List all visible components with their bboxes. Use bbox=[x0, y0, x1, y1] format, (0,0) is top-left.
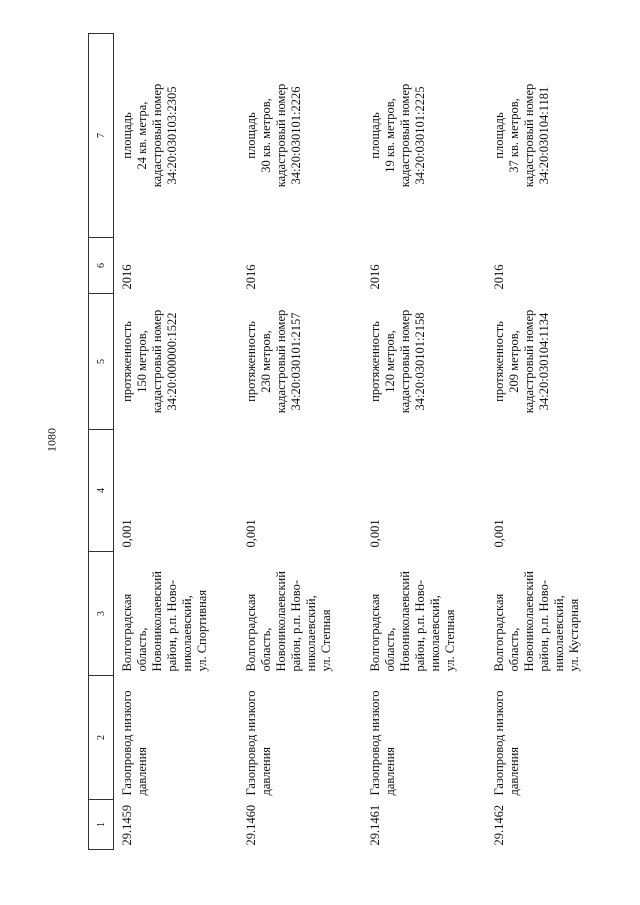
object-address: Волгоградская область, Новониколаевский район, р.п. Ново- николаевский, ул. Степная bbox=[368, 571, 457, 672]
row-id: 29.1459 bbox=[120, 804, 134, 846]
object-year: 2016 bbox=[244, 264, 258, 290]
object-name: Газопровод низкого давления bbox=[244, 690, 273, 796]
registry-table bbox=[88, 33, 610, 850]
table-row bbox=[362, 34, 486, 850]
land-area: площадь 24 кв. метра, кадастровый номер 34:20:030103:2305 bbox=[120, 83, 179, 188]
object-address: Волгоградская область, Новониколаевский район, р.п. Ново- николаевский, ул. Степная bbox=[244, 571, 333, 672]
table-row bbox=[238, 34, 362, 850]
object-length: протяженность 150 метров, кадастровый номер 34:20:000000:1522 bbox=[120, 309, 179, 414]
column-header-2: 2 bbox=[89, 676, 114, 800]
table-header-row bbox=[89, 34, 114, 850]
object-year: 2016 bbox=[492, 264, 506, 290]
object-year: 2016 bbox=[120, 264, 134, 290]
object-length: протяженность 230 метров, кадастровый номер 34:20:030101:2157 bbox=[244, 309, 303, 414]
object-year: 2016 bbox=[368, 264, 382, 290]
object-value: 0,001 bbox=[368, 519, 382, 548]
object-length: протяженность 120 метров, кадастровый номер 34:20:030101:2158 bbox=[368, 309, 427, 414]
row-id: 29.1460 bbox=[244, 804, 258, 846]
column-header-3: 3 bbox=[89, 552, 114, 676]
object-value: 0,001 bbox=[244, 519, 258, 548]
object-address: Волгоградская область, Новониколаевский район, р.п. Ново- николаевский, ул. Спортивная bbox=[120, 571, 209, 672]
column-header-6: 6 bbox=[89, 238, 114, 294]
table-row bbox=[114, 34, 239, 850]
object-name: Газопровод низкого давления bbox=[368, 690, 397, 796]
column-header-5: 5 bbox=[89, 294, 114, 430]
page-number: 1080 bbox=[44, 428, 59, 452]
object-value: 0,001 bbox=[492, 519, 506, 548]
column-header-4: 4 bbox=[89, 430, 114, 552]
row-id: 29.1461 bbox=[368, 804, 382, 846]
registry-table-container bbox=[88, 34, 618, 850]
land-area: площадь 30 кв. метров, кадастровый номер 34:20:030101:2226 bbox=[244, 83, 303, 188]
row-id: 29.1462 bbox=[492, 804, 506, 846]
column-header-1: 1 bbox=[89, 800, 114, 850]
object-address: Волгоградская область, Новониколаевский район, р.п. Ново- николаевский, ул. Кустарная bbox=[492, 571, 581, 672]
land-area: площадь 37 кв. метров, кадастровый номер 34:20:030104:1181 bbox=[492, 83, 551, 188]
land-area: площадь 19 кв. метров, кадастровый номер 34:20:030101:2225 bbox=[368, 83, 427, 188]
table-row bbox=[486, 34, 610, 850]
object-value: 0,001 bbox=[120, 519, 134, 548]
object-name: Газопровод низкого давления bbox=[120, 690, 149, 796]
column-header-7: 7 bbox=[89, 34, 114, 238]
object-name: Газопровод низкого давления bbox=[492, 690, 521, 796]
object-length: протяженность 209 метров, кадастровый номер 34:20:030104:1134 bbox=[492, 309, 551, 414]
